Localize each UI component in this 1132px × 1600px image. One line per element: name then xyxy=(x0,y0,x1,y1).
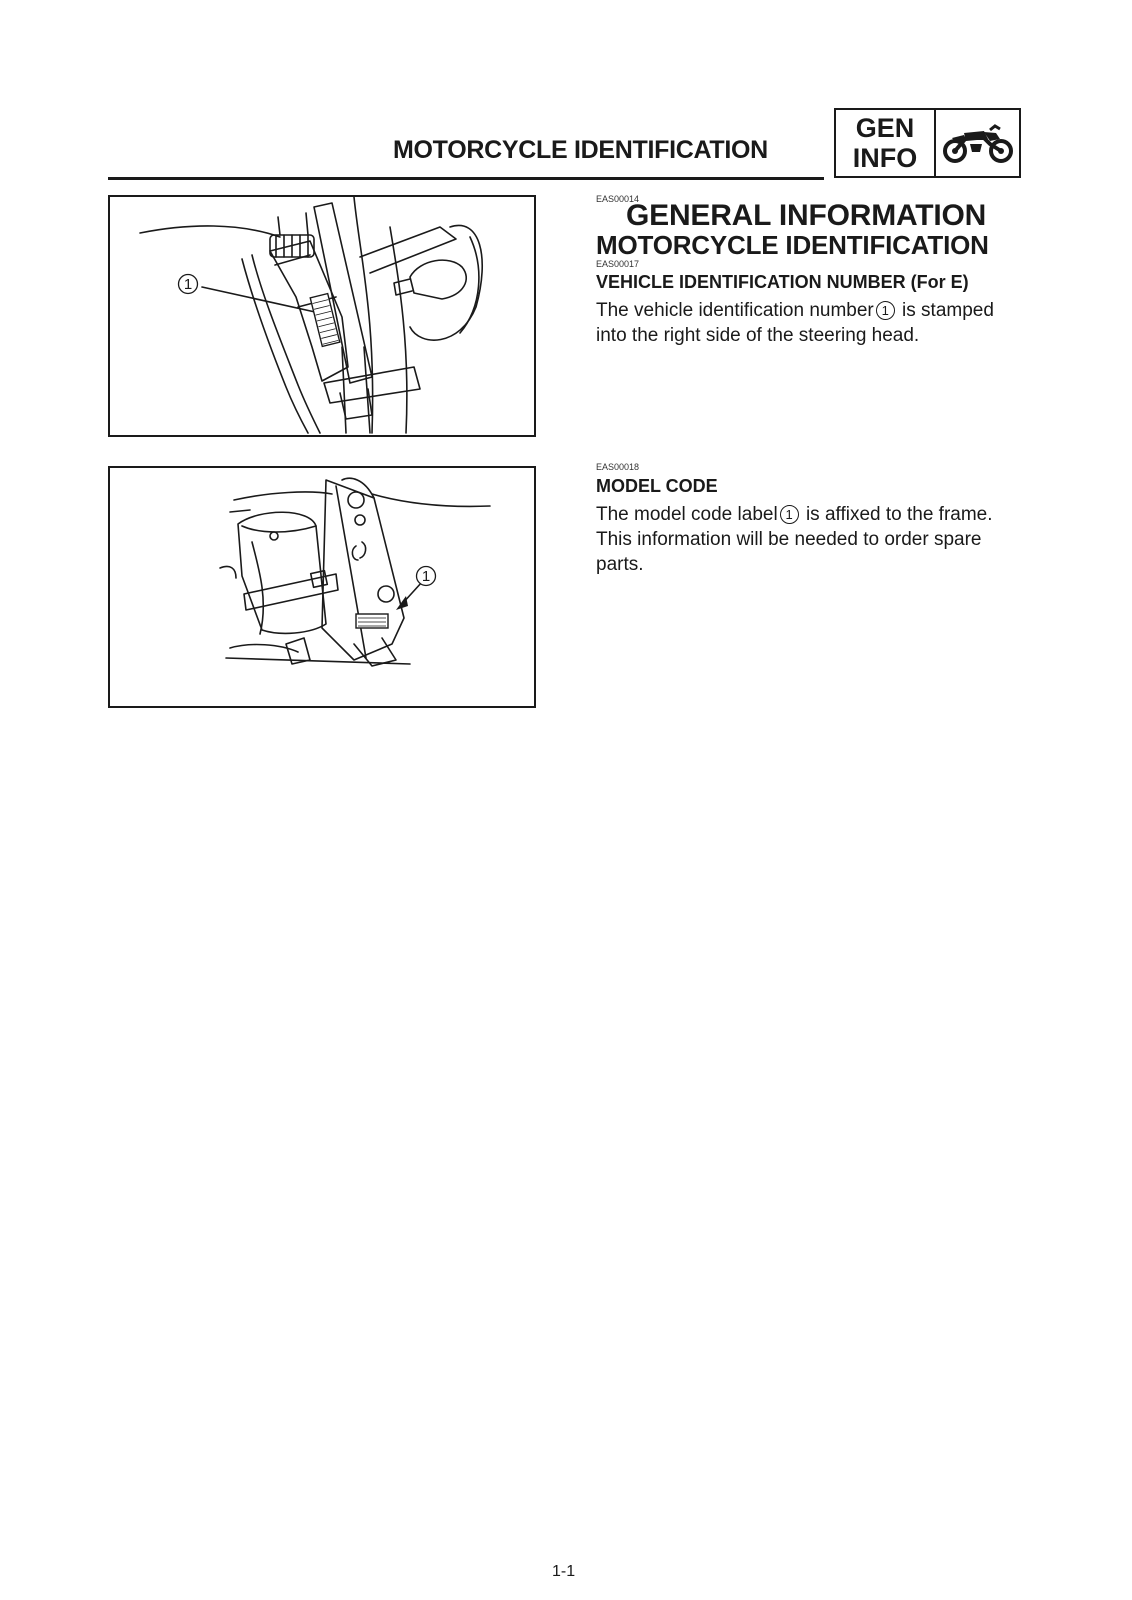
vin-text-start: The vehicle identification number xyxy=(596,300,874,321)
header-rule xyxy=(108,177,824,180)
figure-model-code-label xyxy=(108,466,536,708)
vin-heading: VEHICLE IDENTIFICATION NUMBER (For E) xyxy=(596,272,969,292)
badge-line-1: GEN xyxy=(855,113,915,143)
header-title: MOTORCYCLE IDENTIFICATION xyxy=(393,136,768,164)
badge-line-2: INFO xyxy=(852,143,918,173)
figure-steering-head xyxy=(108,195,536,437)
model-code-heading: MODEL CODE xyxy=(596,476,718,496)
vin-code: EAS00017 xyxy=(596,259,640,269)
model-code-text-end: is affixed to the frame. This information will be needed to order spare parts. xyxy=(596,504,993,575)
figure1-callout: 1 xyxy=(183,276,193,293)
vin-paragraph xyxy=(596,298,1026,348)
motorcycle-icon xyxy=(936,110,1019,176)
section-code: EAS00014 xyxy=(596,194,640,204)
badge-text xyxy=(836,110,936,176)
vin-text-end: is stamped into the right side of the steering head. xyxy=(596,300,994,346)
section-subtitle: MOTORCYCLE IDENTIFICATION xyxy=(596,230,989,260)
model-code-paragraph xyxy=(596,502,1026,577)
model-code-code: EAS00018 xyxy=(596,462,640,472)
model-code-text-start: The model code label xyxy=(596,504,778,525)
vin-callout: 1 xyxy=(876,301,895,320)
model-code-callout: 1 xyxy=(780,505,799,524)
section-title: GENERAL INFORMATION xyxy=(626,199,987,232)
gen-info-badge xyxy=(834,108,1021,178)
figure2-callout: 1 xyxy=(421,568,431,585)
page-number: 1-1 xyxy=(552,1563,576,1580)
